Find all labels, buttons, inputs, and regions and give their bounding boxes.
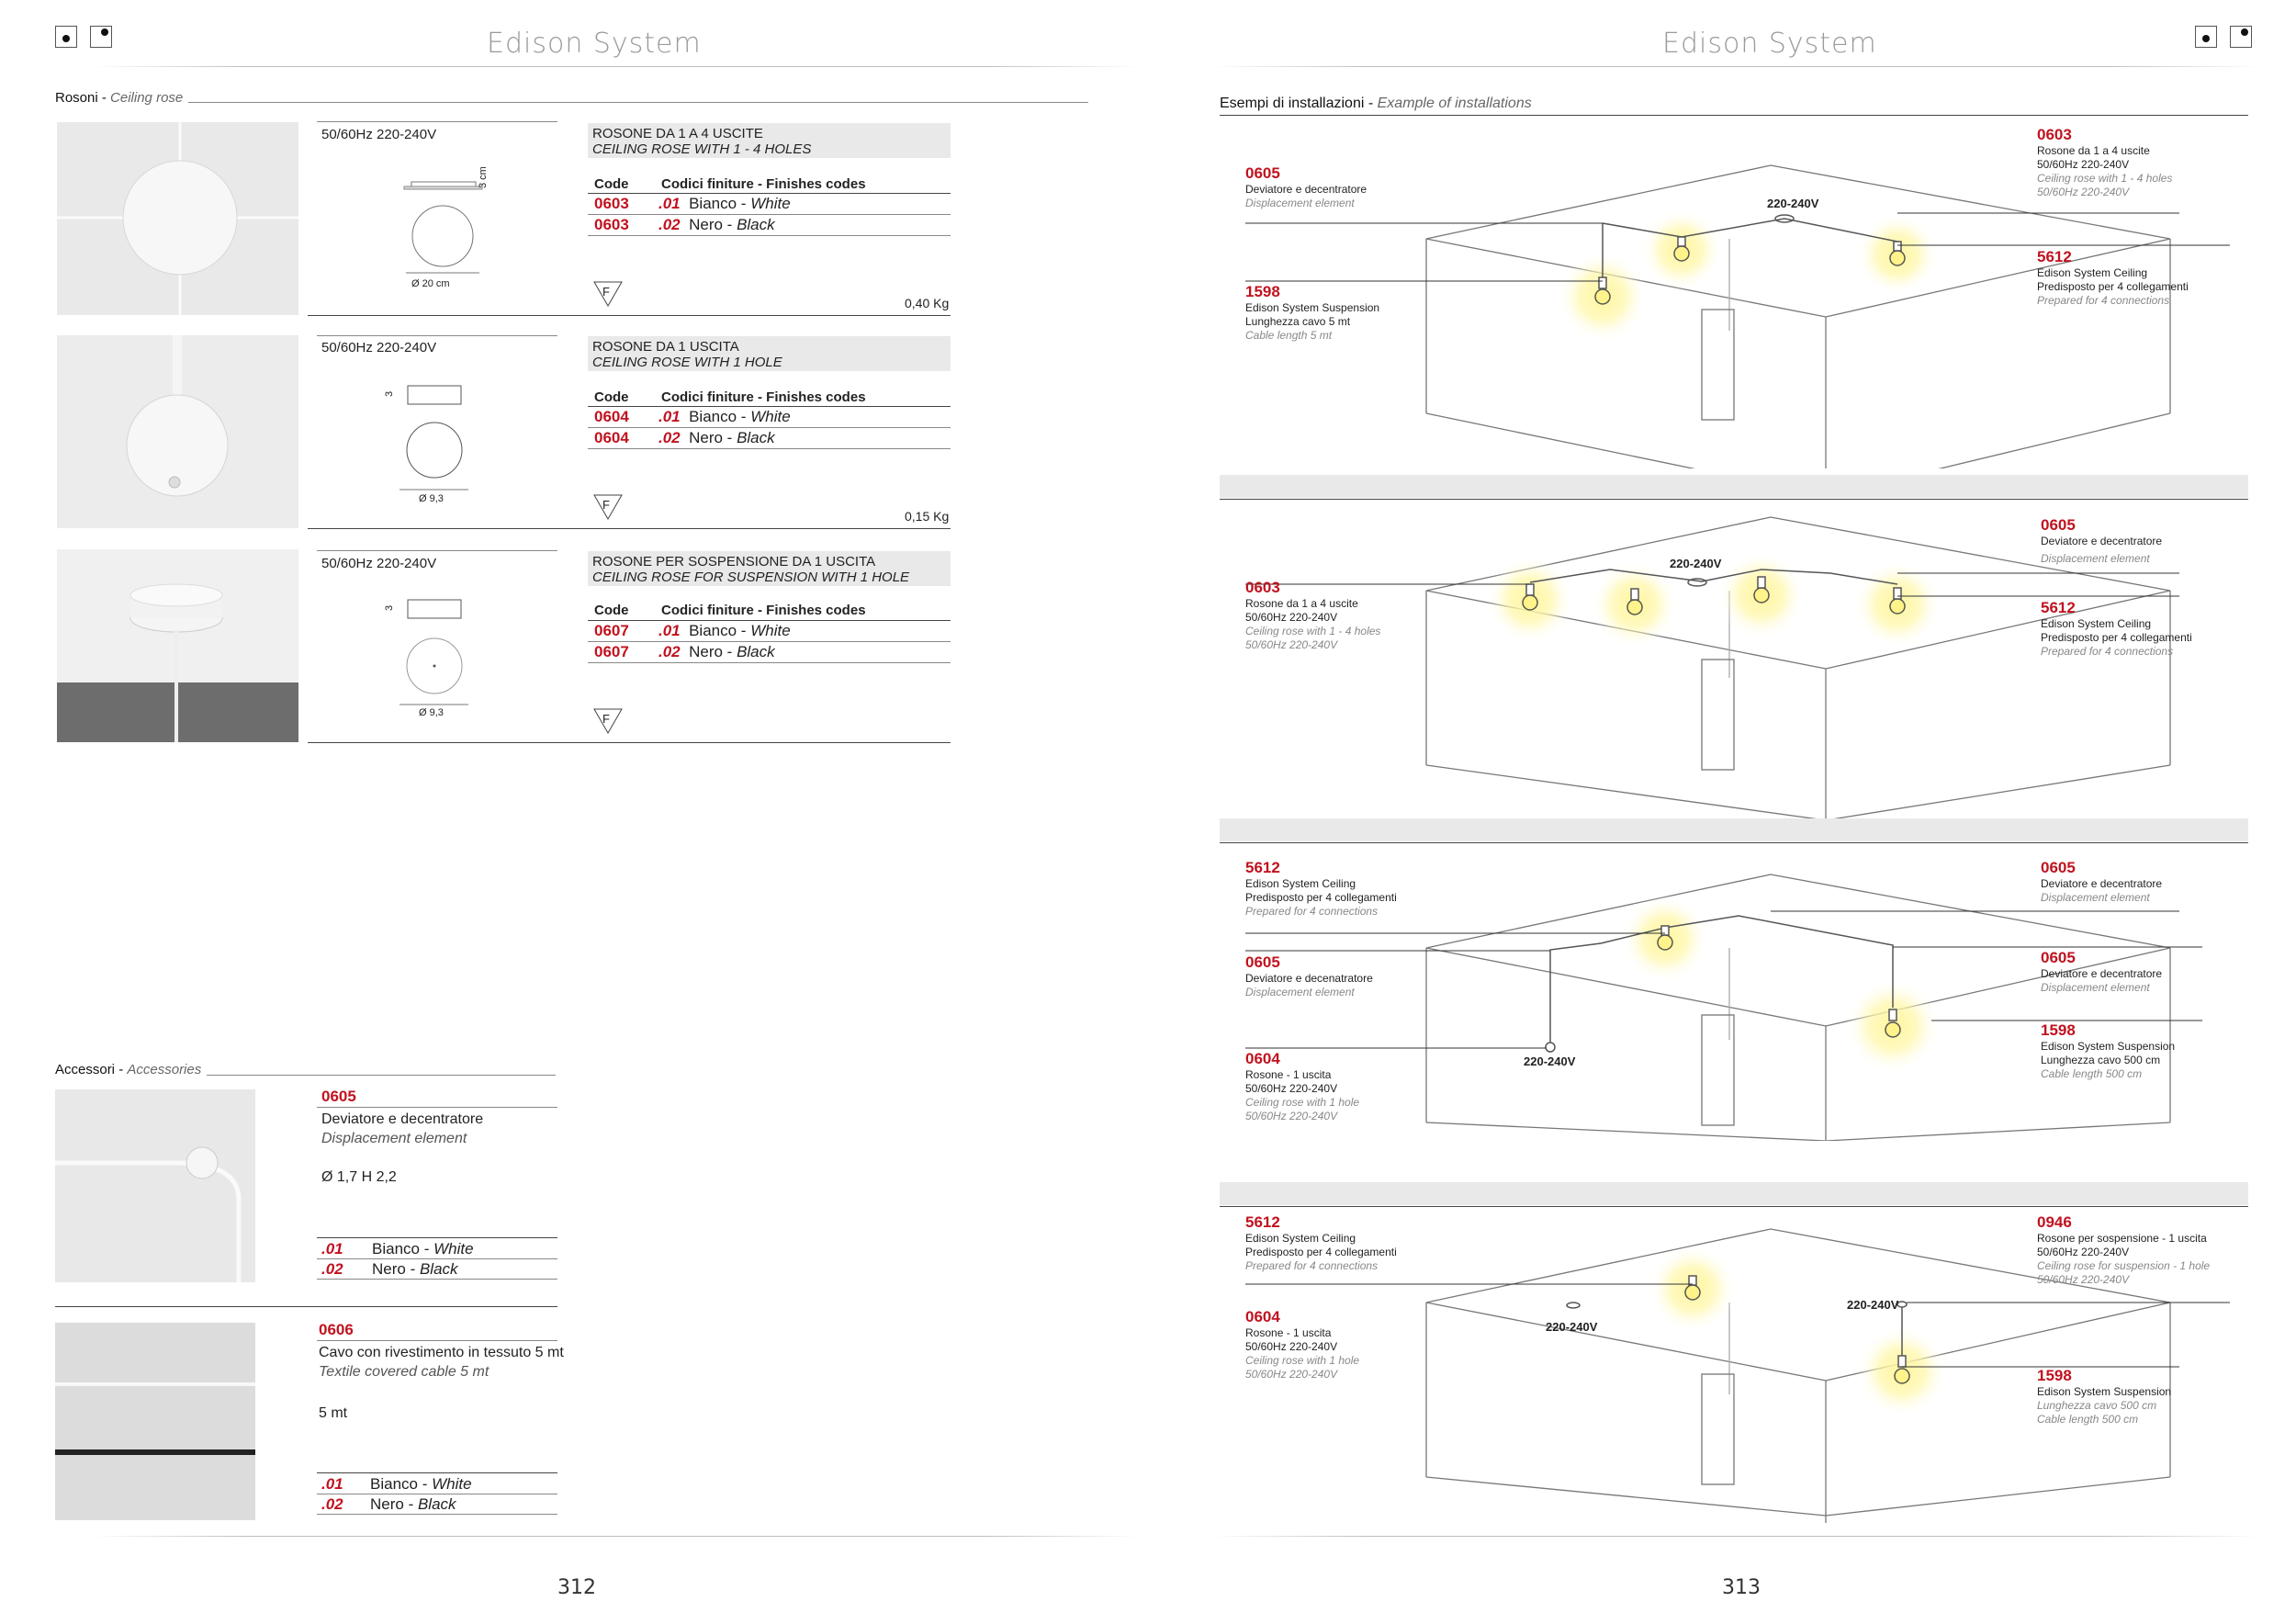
accessory-finish-label: Bianco - White xyxy=(370,1475,472,1493)
accessory-finish-label: Bianco - White xyxy=(372,1240,474,1257)
product-photo-0607 xyxy=(57,549,298,742)
table-rule xyxy=(588,193,951,194)
accessory-rule xyxy=(317,1340,557,1341)
callout-1598: 1598 Edison System Suspension Lunghezza cavo 500 cm Cable length 500 cm xyxy=(2037,1367,2172,1426)
table-row: 0603 xyxy=(594,216,629,233)
accessory-rule xyxy=(317,1258,557,1259)
callout-0604: 0604 Rosone - 1 uscita 50/60Hz 220-240V Ceiling rose with 1 hole 50/60Hz 220-240V xyxy=(1245,1308,1360,1381)
accessory-name: Deviatore e decentratore xyxy=(321,1111,484,1127)
technical-drawing-0607 xyxy=(395,595,496,715)
section-rule xyxy=(207,1075,556,1076)
diagram-separator xyxy=(1220,818,2248,841)
table-row-finish: .01 Bianco - White xyxy=(658,408,791,425)
f-mark-label: F xyxy=(602,712,610,726)
page-number-left: 312 xyxy=(557,1576,596,1599)
product-name: ROSONE PER SOSPENSIONE DA 1 USCITA xyxy=(592,554,876,570)
callout-0605: 0605 Deviatore e decenatratore Displacement element xyxy=(1245,953,1373,998)
accessory-finish-row: .02 xyxy=(321,1495,343,1513)
accessory-finish-row: .02 xyxy=(321,1260,343,1278)
callout-1598: 1598 Edison System Suspension Lunghezza cavo 500 cm Cable length 500 cm xyxy=(2041,1021,2176,1080)
product-name: ROSONE DA 1 A 4 USCITE xyxy=(592,126,763,141)
dim-height: 3 xyxy=(384,604,395,611)
product-divider xyxy=(308,315,951,316)
accessory-photo-0605 xyxy=(55,1089,255,1282)
table-head-code: Code xyxy=(594,389,629,405)
product-name-en: CEILING ROSE WITH 1 HOLE xyxy=(592,355,782,370)
page-marker-icon-right-2 xyxy=(2230,26,2252,48)
accessory-code: 0605 xyxy=(321,1088,356,1105)
product-photo-0604 xyxy=(57,335,298,528)
table-head-finishes: Codici finiture - Finishes codes xyxy=(661,176,866,192)
header-rule-left xyxy=(92,66,1139,67)
voltage-label: 220-240V xyxy=(1670,557,1722,570)
page-number-right: 313 xyxy=(1722,1576,1761,1599)
section-title-en: Ceiling rose xyxy=(110,90,184,106)
voltage-label: 220-240V xyxy=(1767,197,1819,210)
f-mark-label: F xyxy=(602,285,610,299)
header-title-left: Edison System xyxy=(487,28,702,60)
table-row-finish: .01 Bianco - White xyxy=(658,622,791,639)
page-marker-icon-right-1 xyxy=(2195,26,2217,48)
table-rule xyxy=(588,406,951,407)
product-photo-0603 xyxy=(57,122,298,315)
accessory-name-en: Displacement element xyxy=(321,1131,467,1146)
section-title-ceiling-rose: Rosoni - Ceiling rose xyxy=(55,90,184,106)
voltage-label: 220-240V xyxy=(1524,1054,1576,1068)
product-name-en: CEILING ROSE WITH 1 - 4 HOLES xyxy=(592,141,812,157)
spec-rule xyxy=(317,335,557,336)
accessory-finish-label: Nero - Black xyxy=(370,1495,456,1513)
product-spec: 50/60Hz 220-240V xyxy=(321,556,437,571)
accessory-rule xyxy=(317,1472,557,1473)
callout-0605: 0605 Deviatore e decentratore Displacement element xyxy=(1245,164,1367,209)
section-rule xyxy=(1220,115,2248,116)
dim-diameter: Ø 20 cm xyxy=(411,278,450,289)
product-spec: 50/60Hz 220-240V xyxy=(321,127,437,142)
accessory-name: Cavo con rivestimento in tessuto 5 mt xyxy=(319,1345,564,1360)
table-row: 0604 xyxy=(594,429,629,446)
section-rule xyxy=(188,102,1088,103)
voltage-label: 220-240V xyxy=(1546,1320,1598,1334)
table-row-finish: .02 Nero - Black xyxy=(658,643,775,660)
technical-drawing-0604 xyxy=(395,381,496,501)
table-rule xyxy=(588,427,951,428)
product-weight: 0,15 Kg xyxy=(905,509,950,524)
dim-height: 3 cm xyxy=(478,166,489,188)
accessory-photo-0606 xyxy=(55,1323,255,1520)
accessory-rule xyxy=(317,1279,557,1280)
product-name-en: CEILING ROSE FOR SUSPENSION WITH 1 HOLE xyxy=(592,570,910,585)
callout-1598: 1598 Edison System Suspension Lunghezza cavo 5 mt Cable length 5 mt xyxy=(1245,283,1380,342)
table-row-finish: .02 Nero - Black xyxy=(658,216,775,233)
diagram-separator xyxy=(1220,475,2248,498)
accessory-divider xyxy=(55,1306,557,1307)
product-weight: 0,40 Kg xyxy=(905,296,950,310)
table-rule xyxy=(588,235,951,236)
diagram-separator-rule xyxy=(1220,842,2248,843)
callout-0605: 0605 Deviatore e decentratore Displacement element xyxy=(2041,859,2163,904)
spec-rule xyxy=(317,121,557,122)
header-rule-right xyxy=(1212,66,2259,67)
callout-5612: 5612 Edison System Ceiling Predisposto per 4 collegamenti Prepared for 4 connections xyxy=(1245,1213,1397,1272)
callout-0605: 0605 Deviatore e decentratore Displacement element xyxy=(2041,516,2163,565)
dim-height: 3 xyxy=(384,390,395,397)
table-rule xyxy=(588,620,951,621)
callout-0603: 0603 Rosone da 1 a 4 uscite 50/60Hz 220-240V Ceiling rose with 1 - 4 holes 50/60Hz 220-240V xyxy=(2037,126,2173,198)
table-head-finishes: Codici finiture - Finishes codes xyxy=(661,603,866,618)
callout-0946: 0946 Rosone per sospensione - 1 uscita 50/60Hz 220-240V Ceiling rose for suspension - 1 hole 50/60Hz 220-240V xyxy=(2037,1213,2211,1286)
accessory-finish-row: .01 xyxy=(321,1240,343,1257)
callout-0603: 0603 Rosone da 1 a 4 uscite 50/60Hz 220-240V Ceiling rose with 1 - 4 holes 50/60Hz 220-240V xyxy=(1245,579,1381,651)
table-head-code: Code xyxy=(594,176,629,192)
accessory-rule xyxy=(317,1237,557,1238)
table-row: 0603 xyxy=(594,195,629,212)
product-divider xyxy=(308,528,951,529)
table-rule xyxy=(588,214,951,215)
callout-0604: 0604 Rosone - 1 uscita 50/60Hz 220-240V Ceiling rose with 1 hole 50/60Hz 220-240V xyxy=(1245,1050,1360,1122)
section-title-accessories: Accessori - Accessories xyxy=(55,1062,202,1077)
callout-5612: 5612 Edison System Ceiling Predisposto per 4 collegamenti Prepared for 4 connections xyxy=(2037,248,2189,307)
dim-diameter: Ø 9,3 xyxy=(419,493,444,504)
callout-5612: 5612 Edison System Ceiling Predisposto per 4 collegamenti Prepared for 4 connections xyxy=(1245,859,1397,918)
accessory-name-en: Textile covered cable 5 mt xyxy=(319,1364,490,1380)
footer-rule-left xyxy=(92,1536,1139,1537)
diagram-separator-rule xyxy=(1220,499,2248,500)
section-title-it: Rosoni xyxy=(55,90,98,106)
page-marker-icon-left-2 xyxy=(90,26,112,48)
dim-diameter: Ø 9,3 xyxy=(419,707,444,718)
page-marker-icon-left-1 xyxy=(55,26,77,48)
table-rule xyxy=(588,662,951,663)
table-row-finish: .01 Bianco - White xyxy=(658,195,791,212)
section-title-installations: Esempi di installazioni - Example of installations xyxy=(1220,96,1532,111)
table-row: 0607 xyxy=(594,622,629,639)
diagram-separator xyxy=(1220,1182,2248,1205)
product-name: ROSONE DA 1 USCITA xyxy=(592,339,739,355)
diagram-separator-rule xyxy=(1220,1206,2248,1207)
table-row: 0604 xyxy=(594,408,629,425)
table-head-code: Code xyxy=(594,603,629,618)
table-row: 0607 xyxy=(594,643,629,660)
technical-drawing-0603 xyxy=(386,170,514,294)
spec-rule xyxy=(317,550,557,551)
voltage-label: 220-240V xyxy=(1847,1298,1899,1312)
callout-5612: 5612 Edison System Ceiling Predisposto per 4 collegamenti Prepared for 4 connections xyxy=(2041,599,2192,658)
product-divider xyxy=(308,742,951,743)
accessory-dimensions: Ø 1,7 H 2,2 xyxy=(321,1169,397,1185)
accessory-rule xyxy=(317,1107,557,1108)
accessory-rule xyxy=(317,1514,557,1515)
accessory-code: 0606 xyxy=(319,1321,354,1338)
accessory-finish-label: Nero - Black xyxy=(372,1260,458,1278)
accessory-finish-row: .01 xyxy=(321,1475,343,1493)
callout-0605: 0605 Deviatore e decentratore Displacement element xyxy=(2041,949,2163,994)
product-spec: 50/60Hz 220-240V xyxy=(321,340,437,355)
footer-rule-right xyxy=(1212,1536,2259,1537)
table-rule xyxy=(588,641,951,642)
header-title-right: Edison System xyxy=(1662,28,1877,60)
table-row-finish: .02 Nero - Black xyxy=(658,429,775,446)
table-rule xyxy=(588,448,951,449)
f-mark-label: F xyxy=(602,498,610,512)
accessory-dimensions: 5 mt xyxy=(319,1405,348,1421)
table-head-finishes: Codici finiture - Finishes codes xyxy=(661,389,866,405)
